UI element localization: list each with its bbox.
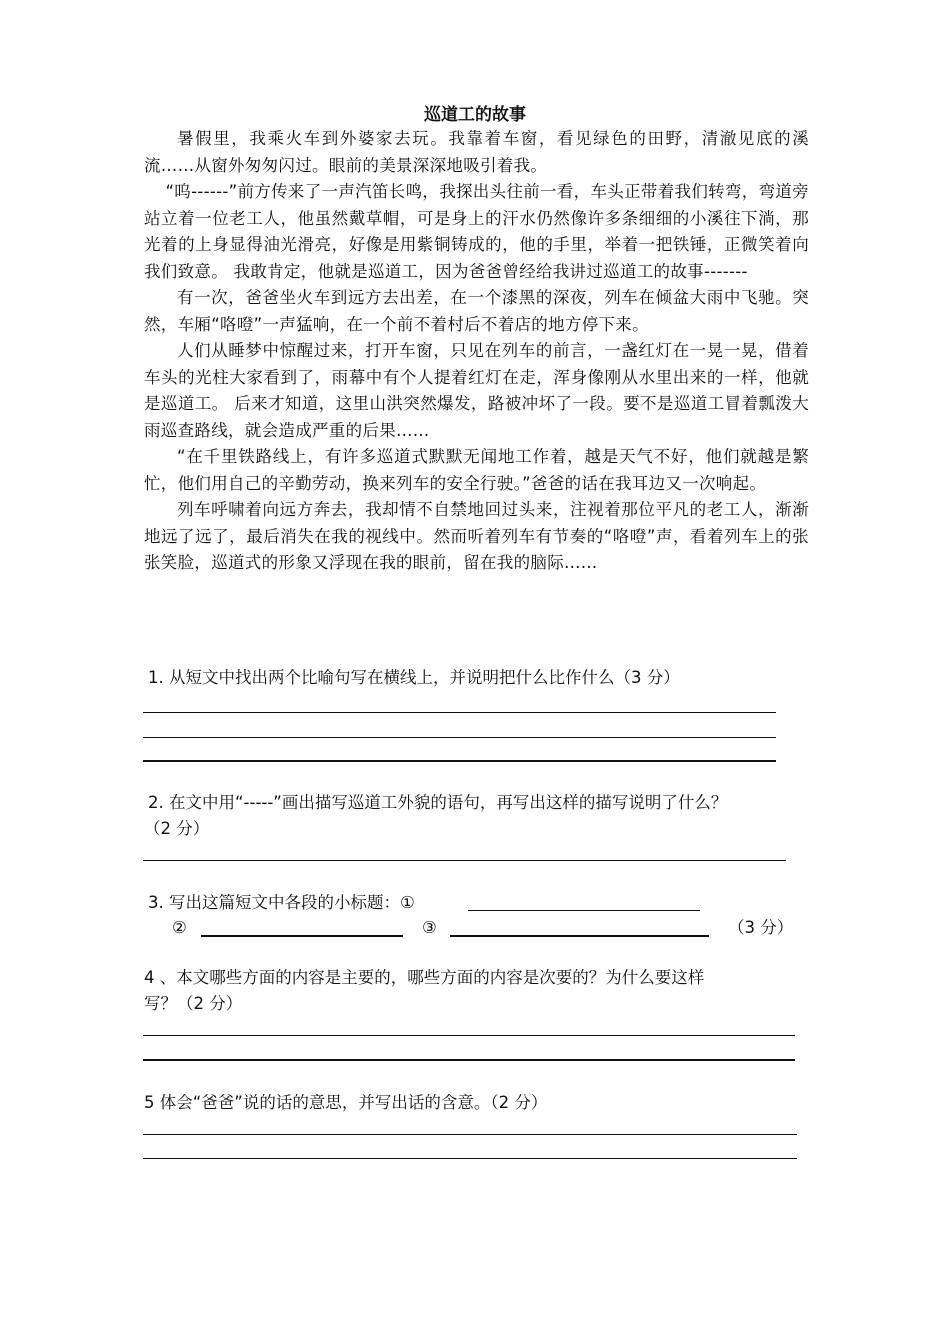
passage-title: 巡道工的故事 [424,105,526,125]
question-3-prefix: 3. 写出这篇短文中各段的小标题：① [148,893,415,912]
question-1: 1. 从短文中找出两个比喻句写在横线上，并说明把什么比作什么（3 分） [148,668,680,687]
answer-line-3-1[interactable] [468,910,700,911]
question-4-line-1: 4 、本文哪些方面的内容是主要的，哪些方面的内容是次要的？为什么要这样 [144,968,705,987]
answer-line-1b[interactable] [143,737,776,738]
question-5: 5 体会“爸爸”说的话的意思，并写出话的含意。（2 分） [144,1093,548,1112]
paragraph-2: “呜------”前方传来了一声汽笛长鸣，我探出头往前一看，车头正带着我们转弯，弯道旁站立着一位老工人，他虽然戴草帽，可是身上的汗水仍然像许多条细细的小溪往下淌，那光着的上身显得油光滑亮，好像是用紫铜铸成的，他的手里，举着一把铁锤，正微笑着向我们致意。 我敢肯定，他就是巡道工，因为爸爸曾经给我讲过巡道工的故事------- [144,182,809,281]
question-4-line-2: 写？（2 分） [144,994,243,1013]
answer-line-1a[interactable] [143,712,776,713]
answer-line-3-2[interactable] [201,935,403,937]
answer-line-2[interactable] [143,860,786,861]
answer-line-5b[interactable] [143,1158,797,1159]
question-2-line-1: 2. 在文中用“-----”画出描写巡道工外貌的语句，再写出这样的描写说明了什么？ [148,793,728,812]
question-3-mark-3: ③ [422,918,437,937]
answer-line-5a[interactable] [143,1134,797,1135]
answer-line-4a[interactable] [143,1035,795,1036]
answer-line-3-3[interactable] [450,935,709,937]
question-3-mark-2: ② [172,918,187,937]
question-3-score: （3 分） [728,918,794,937]
paragraph-4: 人们从睡梦中惊醒过来，打开车窗，只见在列车的前言，一盏红灯在一晃一晃，借着车头的光柱大家看到了，雨幕中有个人提着红灯在走，浑身像刚从水里出来的一样，他就是巡道工。 后来才知道，这里山洪突然爆发，路被冲坏了一段。要不是巡道工冒着瓢泼大雨巡查路线，就会造成严重的后果…… [144,341,809,440]
answer-line-1c[interactable] [143,760,776,762]
answer-line-4b[interactable] [143,1059,795,1061]
reading-passage [144,126,809,577]
paragraph-5: “在千里铁路线上，有许多巡道式默默无闻地工作着，越是天气不好，他们就越是繁忙，他们用自己的辛勤劳动，换来列车的安全行驶。”爸爸的话在我耳边又一次响起。 [144,447,809,493]
paragraph-6: 列车呼啸着向远方奔去，我却情不自禁地回过头来，注视着那位平凡的老工人，渐渐地远了远了，最后消失在我的视线中。然而听着列车有节奏的“咯噔”声，看着列车上的张张笑脸，巡道式的形象又浮现在我的眼前，留在我的脑际…… [144,500,809,572]
paragraph-1: 暑假里，我乘火车到外婆家去玩。我靠着车窗，看见绿色的田野，清澈见底的溪流……从窗外匆匆闪过。眼前的美景深深地吸引着我。 [144,129,809,175]
paragraph-3: 有一次，爸爸坐火车到远方去出差，在一个漆黑的深夜，列车在倾盆大雨中飞驰。突然，车厢“咯噔”一声猛响，在一个前不着村后不着店的地方停下来。 [144,288,809,334]
question-2-line-2: （2 分） [144,819,210,838]
